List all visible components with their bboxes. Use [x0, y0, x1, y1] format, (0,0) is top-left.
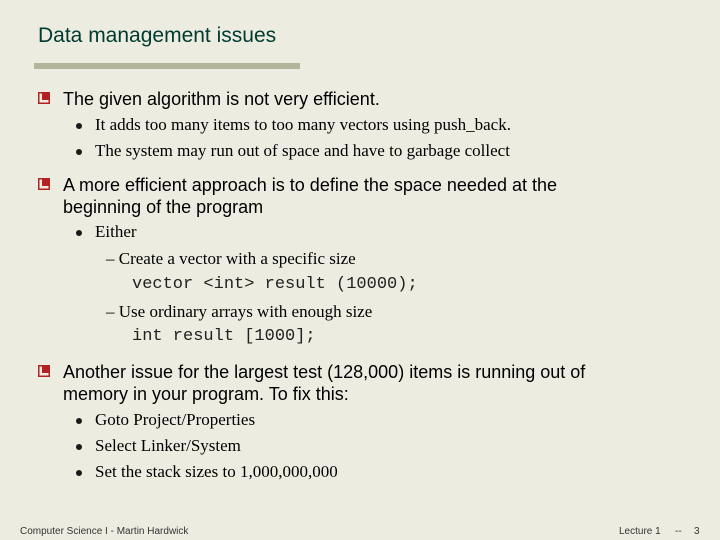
bullet-text: The given algorithm is not very efficient. [63, 89, 380, 109]
sub-bullet-text: It adds too many items to too many vectors using push_back. [95, 115, 511, 134]
bullet-item [38, 174, 557, 218]
sub-bullet-item [76, 114, 511, 136]
square-bullet-icon [38, 92, 50, 104]
sub-bullet-item [76, 409, 255, 431]
dot-bullet-icon [76, 470, 82, 476]
footer-separator: -- [675, 526, 682, 537]
footer-course: Computer Science I - Martin Hardwick [20, 526, 189, 537]
sub-bullet-text: Either [95, 222, 137, 241]
bullet-item [38, 88, 380, 110]
bullet-text-line: Another issue for the largest test (128,000) items is running out of [63, 362, 586, 382]
dash-item-text: Use ordinary arrays with enough size [118, 302, 373, 321]
square-bullet-icon [38, 178, 50, 190]
dot-bullet-icon [76, 444, 82, 450]
sub-bullet-text: Set the stack sizes to 1,000,000,000 [95, 462, 338, 481]
sub-bullet-text: The system may run out of space and have to garbage collect [95, 141, 510, 160]
sub-bullet-text: Goto Project/Properties [95, 410, 256, 429]
sub-bullet-item [76, 461, 338, 483]
bullet-text-line: A more efficient approach is to define the space needed at the [63, 175, 558, 195]
sub-bullet-item [76, 435, 241, 457]
slide-title: Data management issues [38, 24, 277, 47]
dash-marker: – [106, 249, 119, 268]
title-underline [34, 63, 300, 69]
dot-bullet-icon [76, 149, 82, 155]
dash-item [106, 248, 356, 270]
dot-bullet-icon [76, 418, 82, 424]
dot-bullet-icon [76, 123, 82, 129]
code-snippet: vector <int> result (10000); [132, 275, 418, 294]
dash-item [106, 301, 372, 323]
sub-bullet-item [76, 221, 137, 243]
dot-bullet-icon [76, 230, 82, 236]
square-bullet-icon [38, 365, 50, 377]
footer-page-number: 3 [694, 526, 700, 537]
bullet-text-line: memory in your program. To fix this: [63, 384, 349, 404]
footer-lecture: Lecture 1 [619, 526, 661, 537]
code-snippet: int result [1000]; [132, 327, 316, 346]
sub-bullet-item [76, 140, 510, 162]
bullet-item [38, 361, 585, 405]
bullet-text-line: beginning of the program [63, 197, 264, 217]
dash-marker: – [106, 302, 119, 321]
dash-item-text: Create a vector with a specific size [118, 249, 356, 268]
sub-bullet-text: Select Linker/System [95, 436, 241, 455]
